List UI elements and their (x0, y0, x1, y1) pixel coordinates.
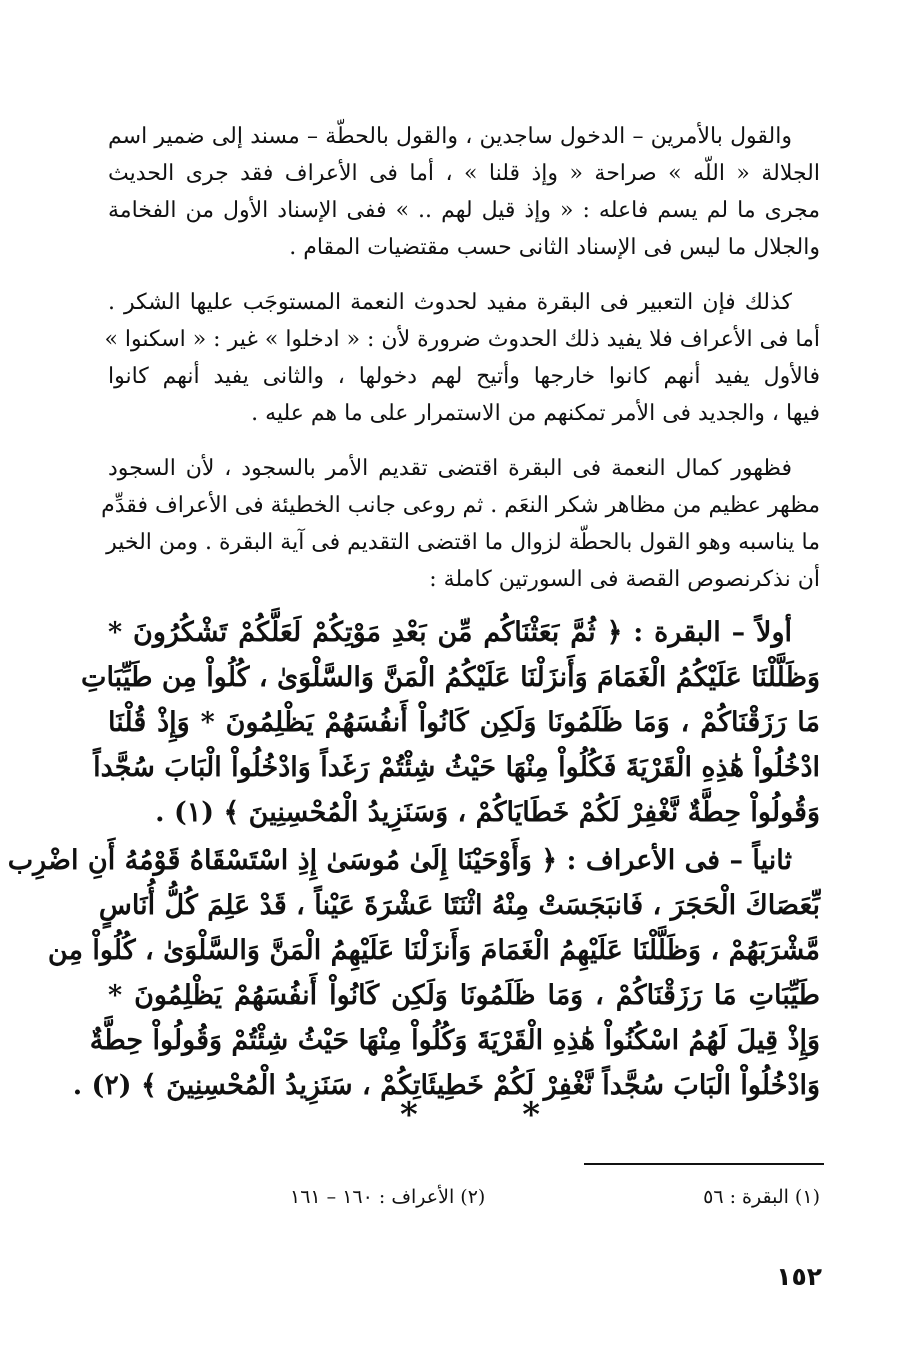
verse-line: مَّشْرَبَهُمْ ، وَظَلَّلْنَا عَلَيْهِمُ الْغَمَامَ وَأَنزَلْنَا عَلَيْهِمُ الْمَنَّ وَالسَّلْوَىٰ ، كُلُواْ مِن (47, 935, 820, 966)
paragraph-expression (104, 284, 820, 432)
page-number: ١٥٢ (776, 1262, 822, 1291)
text-line: ما يناسبه وهو القول بالحطّة لزوال ما اقتضى التقديم فى آية البقرة . ومن الخير (106, 530, 820, 555)
text-line: والقول بالأمرين – الدخول ساجدين ، والقول بالحطّة – مسند إلى ضمير اسم (108, 124, 792, 149)
verse-line: ثانياً – فى الأعراف : ﴿ وَأَوْحَيْنَا إِلَىٰ مُوسَىٰ إِذِ اسْتَسْقَاهُ قَوْمُهُ أَنِ اضْرِب (7, 845, 792, 876)
verse-line: بِّعَصَاكَ الْحَجَرَ ، فَانبَجَسَتْ مِنْهُ اثْنَتَا عَشْرَةَ عَيْناً ، قَدْ عَلِمَ كُلُّ أُنَاسٍ (98, 890, 820, 921)
text-line: فالأول يفيد أنهم كانوا خارجها وأتيح لهم دخولها ، والثانى يفيد أنهم كانوا (108, 364, 820, 389)
quran-quote-baqarah (81, 610, 820, 835)
verse-line: وَظَلَّلْنَا عَلَيْكُمُ الْغَمَامَ وَأَنزَلْنَا عَلَيْكُمُ الْمَنَّ وَالسَّلْوَىٰ ، كُلُواْ مِن طَيِّبَاتِ (81, 662, 820, 693)
verse-line: وَإِذْ قِيلَ لَهُمُ اسْكُنُواْ هَٰذِهِ الْقَرْيَةَ وَكُلُواْ مِنْهَا حَيْثُ شِئْتُمْ وَقُولُواْ حِطَّةٌ (89, 1025, 820, 1056)
verse-line: ادْخُلُواْ هَٰذِهِ الْقَرْيَةَ فَكُلُواْ مِنْهَا حَيْثُ شِئْتُمْ رَغَداً وَادْخُلُواْ الْبَابَ سُجَّداً (93, 752, 820, 783)
paragraph-attribution (108, 118, 820, 266)
text-line: مجرى ما لم يسم فاعله : « وإذ قيل لهم .. » ففى الإسناد الأول من الفخامة (108, 198, 820, 223)
star-icon: * (400, 1095, 418, 1135)
text-line: أن نذكرنصوص القصة فى السورتين كاملة : (429, 567, 820, 592)
verse-line: وَقُولُواْ حِطَّةٌ نَّغْفِرْ لَكُمْ خَطَايَاكُمْ ، وَسَنَزِيدُ الْمُحْسِنِينَ ﴾ (١) . (155, 797, 820, 828)
paragraph-order (101, 450, 820, 598)
verse-line: وَادْخُلُواْ الْبَابَ سُجَّداً نَّغْفِرْ لَكُمْ خَطِيئَاتِكُمْ ، سَنَزِيدُ الْمُحْسِنِينَ ﴾ (٢) . (72, 1070, 820, 1101)
verse-line: طَيِّبَاتِ مَا رَزَقْنَاكُمْ ، وَمَا ظَلَمُونَا وَلَكِن كَانُواْ أَنفُسَهُمْ يَظْلِمُونَ * (108, 980, 820, 1011)
text-line: الجلالة « اللّه » صراحة « وإذ قلنا » ، أما فى الأعراف فقد جرى الحديث (108, 161, 820, 186)
verse-line: أولاً – البقرة : ﴿ ثُمَّ بَعَثْنَاكُم مِّن بَعْدِ مَوْتِكُمْ لَعَلَّكُمْ تَشْكُرُونَ * (108, 617, 792, 648)
section-separator (400, 1095, 540, 1135)
footnotes (290, 1186, 820, 1216)
text-line: فظهور كمال النعمة فى البقرة اقتضى تقديم الأمر بالسجود ، لأن السجود (108, 456, 792, 481)
text-line: والجلال ما ليس فى الإسناد الثانى حسب مقتضيات المقام . (289, 235, 820, 260)
verse-line: مَا رَزَقْنَاكُمْ ، وَمَا ظَلَمُونَا وَلَكِن كَانُواْ أَنفُسَهُمْ يَظْلِمُونَ * وَإِذْ قُلْنَا (108, 707, 820, 738)
footnote-divider (584, 1163, 824, 1165)
footnote-1: (١) البقرة : ٥٦ (703, 1186, 820, 1208)
text-line: أما فى الأعراف فلا يفيد ذلك الحدوث ضرورة لأن : « ادخلوا » غير : « اسكنوا » (104, 327, 820, 352)
star-icon: * (522, 1095, 540, 1135)
quran-quote-araf (7, 838, 820, 1108)
footnote-2: (٢) الأعراف : ١٦٠ – ١٦١ (290, 1186, 486, 1208)
text-line: كذلك فإن التعبير فى البقرة مفيد لحدوث النعمة المستوجَب عليها الشكر . (108, 290, 792, 315)
text-line: مظهر عظيم من مظاهر شكر النعَم . ثم روعى جانب الخطيئة فى الأعراف فقدِّم (101, 493, 820, 518)
text-line: فيها ، والجديد فى الأمر تمكنهم من الاستمرار على ما هم عليه . (251, 401, 820, 426)
